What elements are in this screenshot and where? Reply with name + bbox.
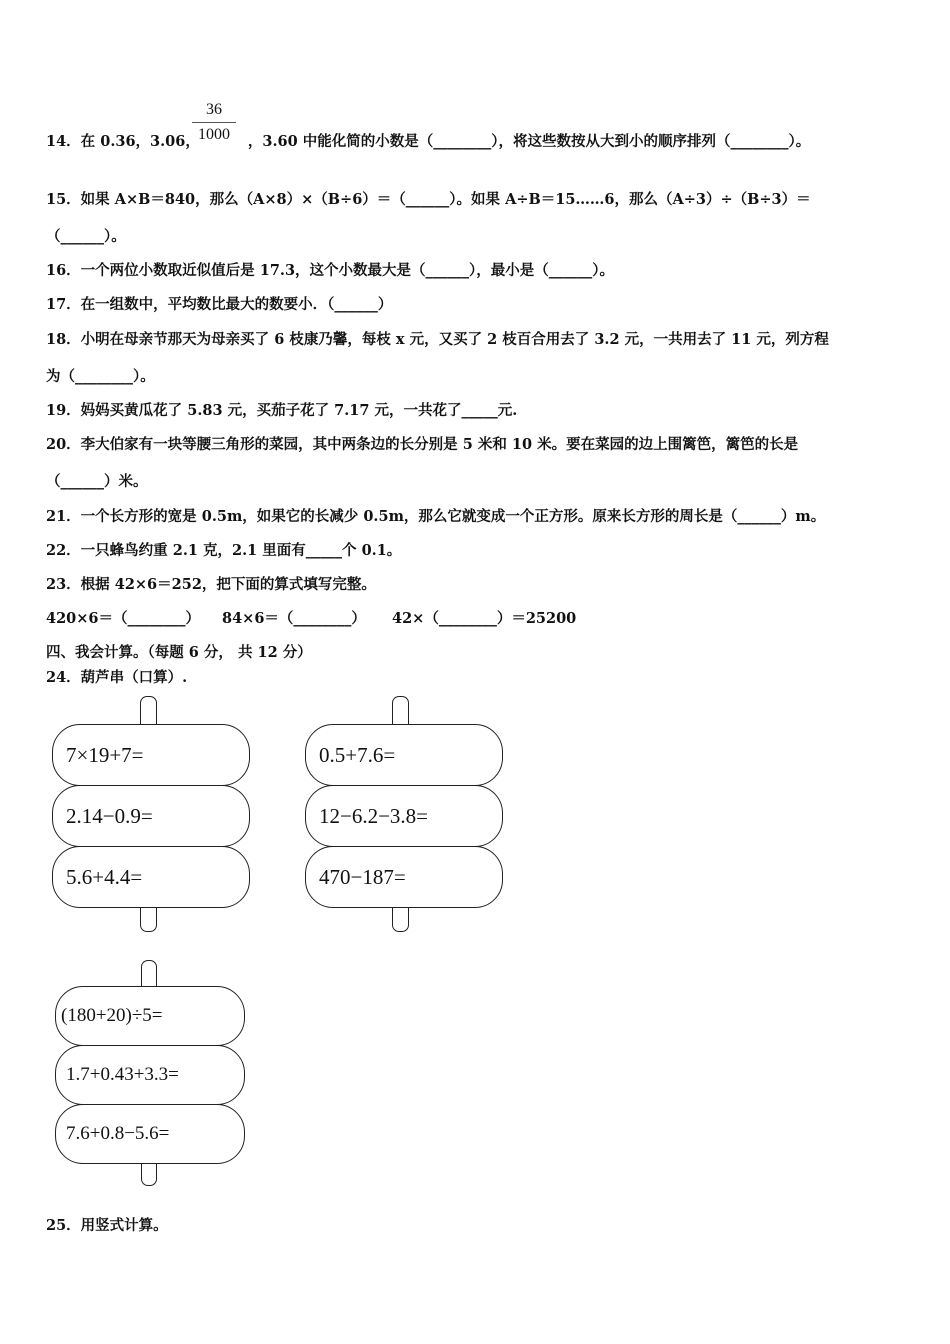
question-14-before: 14．在 0.36，3.06，: [46, 133, 200, 150]
question-14: [46, 130, 810, 151]
question-23: 23．根据 42×6＝252，把下面的算式填写完整。: [46, 576, 376, 593]
question-18-line-1: 18．小明在母亲节那天为母亲买了 6 枝康乃馨，每枝 x 元，又买了 2 枝百合用去了 3.2 元，一共用去了 11 元，列方程: [46, 331, 829, 348]
fraction-bar: [192, 122, 236, 123]
gourd-bead-expression: 7×19+7=: [52, 724, 250, 786]
question-18-line-2: 为（________）。: [46, 368, 155, 385]
question-21: 21．一个长方形的宽是 0.5m，如果它的长减少 0.5m，那么它就变成一个正方形。原来长方形的周长是（______）m。: [46, 508, 826, 525]
gourd-bead-expression: 0.5+7.6=: [305, 724, 503, 786]
question-17: 17．在一组数中，平均数比最大的数要小．（______）: [46, 296, 393, 313]
question-16: 16．一个两位小数取近似值后是 17.3，这个小数最大是（______），最小是（______）。: [46, 262, 615, 279]
gourd-bead-expression: 1.7+0.43+3.3=: [55, 1045, 245, 1105]
gourd-stick-top: [140, 696, 157, 726]
gourd-string-3: [55, 960, 249, 1186]
gourd-stick-bottom: [141, 1162, 157, 1186]
question-25: 25．用竖式计算。: [46, 1217, 168, 1234]
gourd-bead-expression: 470−187=: [305, 846, 503, 908]
question-23-expr-3: 42×（________）＝25200: [392, 610, 577, 627]
question-15-line-2: （______）。: [46, 228, 126, 245]
section-4-heading: 四、我会计算。（每题 6 分， 共 12 分）: [46, 644, 312, 661]
question-19: 19．妈妈买黄瓜花了 5.83 元，买茄子花了 7.17 元，一共花了_____元.: [46, 402, 518, 419]
gourd-stick-bottom: [392, 906, 409, 932]
gourd-string-1: [52, 696, 252, 932]
question-15-line-1: 15．如果 A×B＝840，那么（A×8）×（B÷6）＝（______）。如果 A÷B＝15……6，那么（A÷3）÷（B÷3）＝: [46, 191, 811, 208]
gourd-stick-top: [392, 696, 409, 726]
gourd-bead-expression: 12−6.2−3.8=: [305, 785, 503, 847]
gourd-bead-expression: 5.6+4.4=: [52, 846, 250, 908]
gourd-string-2: [305, 696, 505, 932]
fraction-denominator: 1000: [198, 126, 230, 143]
gourd-stick-top: [141, 960, 157, 988]
fraction-36-1000: [192, 100, 236, 145]
question-14-after: ，3.60 中能化简的小数是（________），将这些数按从大到小的顺序排列（________）。: [247, 133, 811, 150]
question-23-expr-1: 420×6＝（________）: [46, 610, 201, 627]
gourd-bead-expression: 7.6+0.8−5.6=: [55, 1104, 245, 1164]
gourd-stick-bottom: [140, 906, 157, 932]
question-24: 24．葫芦串（口算）.: [46, 669, 188, 686]
fraction-numerator: 36: [206, 101, 222, 118]
gourd-bead-expression: 2.14−0.9=: [52, 785, 250, 847]
question-23-expr-2: 84×6＝（________）: [222, 610, 366, 627]
gourd-bead-expression: (180+20)÷5=: [55, 986, 245, 1046]
question-20-line-2: （______）米。: [46, 473, 148, 490]
question-20-line-1: 20．李大伯家有一块等腰三角形的菜园，其中两条边的长分别是 5 米和 10 米。要在菜园的边上围篱笆，篱笆的长是: [46, 436, 799, 453]
question-22: 22．一只蜂鸟约重 2.1 克，2.1 里面有_____个 0.1。: [46, 542, 402, 559]
